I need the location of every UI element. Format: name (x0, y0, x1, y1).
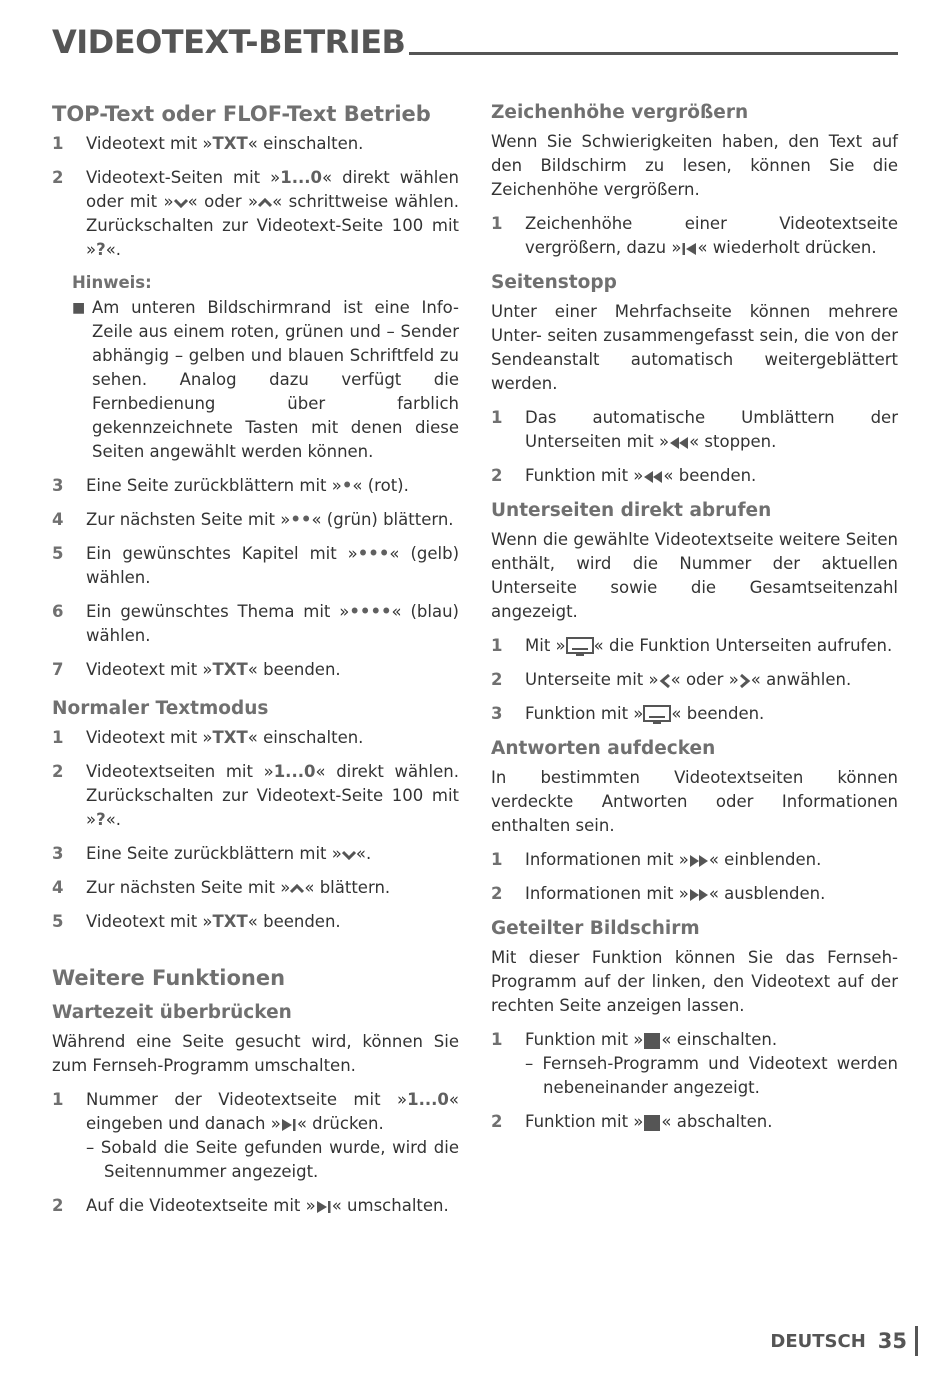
play-skip-icon (281, 1117, 297, 1133)
list-item: 1 Mit » « die Funktion Unterseiten aufrufen. (491, 636, 893, 655)
list-item: 2 Unterseite mit » « oder » « anwählen. (491, 670, 852, 689)
number-keys: 1...0 (273, 762, 316, 781)
list-item: 4 Zur nächsten Seite mit »••« (grün) blättern. (52, 510, 454, 529)
fast-forward-icon (689, 887, 709, 903)
number-keys: 1...0 (280, 168, 323, 187)
list-item: 1 Zeichenhöhe einer Videotextseite vergrößern, dazu » « wiederholt drücken. (491, 214, 898, 257)
left-column (52, 100, 459, 1228)
list-item: 3 Eine Seite zurückblättern mit »•« (rot). (52, 476, 409, 495)
list-item: 1 Funktion mit » « einschalten. – Fernseh-Programm und Videotext werden nebeneinander angezeigt. (491, 1028, 898, 1100)
page-number: 35 (878, 1326, 918, 1356)
right-column (491, 100, 898, 1144)
wartezeit-intro: Während eine Seite gesucht wird, können Sie zum Fernseh-Programm umschalten. (52, 1032, 459, 1075)
antwort-intro: In bestimmten Videotextseiten können verdeckte Antworten oder Informationen enthalten sein. (491, 768, 898, 835)
txt-key: TXT (212, 134, 248, 153)
section-heading-top-text: TOP-Text oder FLOF-Text Betrieb (52, 102, 431, 126)
list-item: 1 Das automatische Umblättern der Unterseiten mit » « stoppen. (491, 408, 898, 451)
chevron-down-icon (174, 198, 188, 208)
chevron-right-icon (739, 673, 751, 689)
unter-intro: Wenn die gewählte Videotextseite weitere Seiten enthält, wird die Nummer der aktuellen Unterseite sowie die Gesamtseitenzahl angezeigt. (491, 530, 898, 621)
section-heading-zeichen: Zeichenhöhe vergrößern (491, 102, 749, 123)
section-heading-geteilt: Geteilter Bildschirm (491, 918, 700, 939)
section-heading-antworten: Antworten aufdecken (491, 738, 716, 759)
list-item: 7 Videotext mit »TXT« beenden. (52, 660, 341, 679)
list-item: 4 Zur nächsten Seite mit » « blättern. (52, 878, 391, 897)
list-item: 2 Videotext-Seiten mit »1...0« direkt wählen oder mit » « oder » « schrittweise wählen. Zurückschalten zur Videotext-Seite 100 mit »?«. (52, 168, 460, 259)
list-item: 2 Funktion mit » « abschalten. (491, 1112, 773, 1131)
list-item: 1 Videotext mit »TXT« einschalten. (52, 134, 364, 153)
list-item: 2 Auf die Videotextseite mit » « umschalten. (52, 1196, 449, 1215)
note-bullet (72, 296, 459, 464)
page-footer (770, 1326, 918, 1356)
number-keys: 1...0 (407, 1090, 449, 1109)
title-rule (409, 52, 898, 55)
question-key: ? (96, 810, 106, 829)
sub-note: – Fernseh-Programm und Videotext werden nebeneinander angezeigt. (525, 1054, 898, 1097)
list-item: 5 Ein gewünschtes Kapitel mit »•••« (gelb) wählen. (52, 544, 460, 587)
yellow-dot-key: ••• (357, 544, 390, 563)
play-skip-icon (316, 1199, 332, 1215)
txt-key: TXT (212, 728, 248, 747)
subpage-screen-icon (643, 705, 671, 725)
chevron-up-icon (258, 198, 272, 208)
stopp-intro: Unter einer Mehrfachseite können mehrere Unter- seiten zusammengefasst sein, die von der Sendeanstalt automatisch weitergeblättert werden. (491, 302, 898, 393)
section-heading-unterseiten: Unterseiten direkt abrufen (491, 500, 772, 521)
list-item: 3 Funktion mit » « beenden. (491, 704, 765, 723)
red-dot-key: • (341, 476, 353, 495)
rewind-icon (669, 435, 689, 451)
stop-square-icon (643, 1032, 661, 1050)
list-item: 3 Eine Seite zurückblättern mit » «. (52, 844, 372, 863)
footer-language: DEUTSCH (770, 1330, 866, 1352)
green-dot-key: •• (290, 510, 312, 529)
chevron-up-icon (290, 884, 304, 894)
note-heading: Hinweis: (72, 273, 152, 292)
skip-back-icon (681, 241, 697, 257)
square-bullet-icon: ■ (72, 300, 86, 316)
txt-key: TXT (212, 660, 248, 679)
section-heading-normal: Normaler Textmodus (52, 698, 269, 719)
note-text: Am unteren Bildschirmrand ist eine Info-Zeile aus einem roten, grünen und – Sender abhängig – gelben und blauen Schriftfeld zu sehen. Analog dazu verfügt die Fernbedienung über farblich gekennzeichnete Tasten mit denen diese Seiten angewählt werden können. (92, 298, 459, 461)
geteilt-intro: Mit dieser Funktion können Sie das Fernseh-Programm auf der linken, den Videotext auf der rechten Seite anzeigen lassen. (491, 948, 898, 1015)
list-item: 1 Nummer der Videotextseite mit »1...0« eingeben und danach » « drücken. – Sobald die Seite gefunden wurde, wird die Seitennummer angezeigt. (52, 1088, 459, 1184)
page-header (52, 24, 898, 60)
list-item: 2 Informationen mit » « ausblenden. (491, 884, 826, 903)
list-item: 1 Videotext mit »TXT« einschalten. (52, 728, 364, 747)
list-item: 6 Ein gewünschtes Thema mit »••••« (blau) wählen. (52, 602, 459, 645)
txt-key: TXT (212, 912, 248, 931)
list-item: 2 Videotextseiten mit »1...0« direkt wählen. Zurückschalten zur Videotext-Seite 100 mit »?«. (52, 762, 459, 829)
rewind-icon (643, 469, 663, 485)
subpage-screen-icon (566, 637, 594, 657)
zeichen-intro: Wenn Sie Schwierigkeiten haben, den Text auf den Bildschirm zu lesen, können Sie die Zeichenhöhe vergrößern. (491, 132, 898, 199)
page-title: VIDEOTEXT-BETRIEB (52, 23, 406, 61)
blue-dot-key: •••• (349, 602, 392, 621)
sub-note: – Sobald die Seite gefunden wurde, wird die Seitennummer angezeigt. (86, 1138, 459, 1181)
chevron-down-icon (342, 850, 356, 860)
list-item: 5 Videotext mit »TXT« beenden. (52, 912, 341, 931)
section-heading-seitenstopp: Seitenstopp (491, 272, 617, 293)
fast-forward-icon (689, 853, 709, 869)
question-key: ? (96, 240, 106, 259)
list-item: 1 Informationen mit » « einblenden. (491, 850, 822, 869)
chevron-left-icon (659, 673, 671, 689)
section-heading-weitere: Weitere Funktionen (52, 966, 286, 990)
list-item: 2 Funktion mit » « beenden. (491, 466, 757, 485)
stop-square-icon (643, 1114, 661, 1132)
section-heading-wartezeit: Wartezeit überbrücken (52, 1002, 292, 1023)
